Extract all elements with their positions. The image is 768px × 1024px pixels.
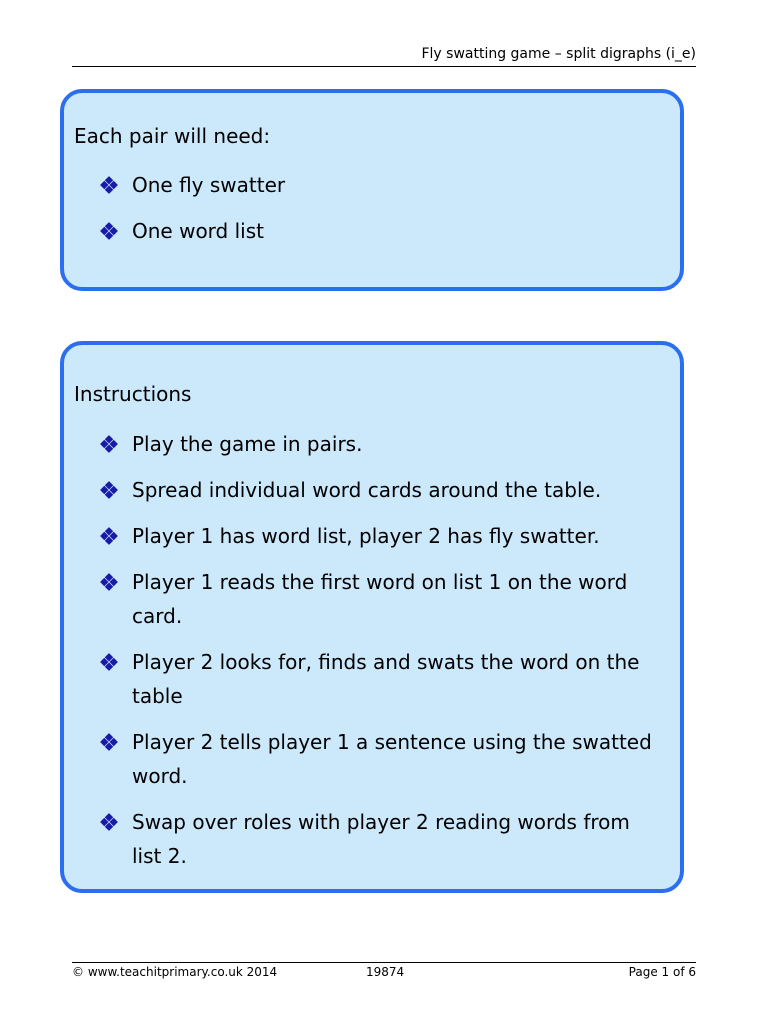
- instructions-heading: Instructions: [74, 382, 192, 406]
- list-item-text: One fly swatter: [132, 173, 286, 197]
- list-item: [100, 519, 664, 553]
- page-footer: [72, 962, 696, 987]
- list-item: [100, 168, 664, 202]
- list-item: [100, 645, 664, 713]
- footer-page-number: Page 1 of 6: [628, 965, 696, 979]
- four-diamond-bullet-icon: [100, 805, 132, 839]
- list-item: [100, 725, 664, 793]
- footer-copyright: © www.teachitprimary.co.uk 2014: [72, 965, 278, 979]
- list-item-text: Swap over roles with player 2 reading words from list 2.: [132, 810, 630, 868]
- four-diamond-bullet-icon: [100, 168, 132, 202]
- four-diamond-bullet-icon: [100, 473, 132, 507]
- list-item-text: Player 1 has word list, player 2 has fly swatter.: [132, 524, 600, 548]
- needs-card: [60, 89, 684, 291]
- instructions-card: [60, 341, 684, 893]
- list-item-text: Player 1 reads the first word on list 1 on the word card.: [132, 570, 628, 628]
- list-item: [100, 214, 664, 248]
- list-item: [100, 427, 664, 461]
- four-diamond-bullet-icon: [100, 214, 132, 248]
- four-diamond-bullet-icon: [100, 427, 132, 461]
- four-diamond-bullet-icon: [100, 519, 132, 553]
- page-header: [72, 40, 696, 67]
- four-diamond-bullet-icon: [100, 565, 132, 599]
- four-diamond-bullet-icon: [100, 645, 132, 679]
- list-item: [100, 565, 664, 633]
- four-diamond-bullet-icon: [100, 725, 132, 759]
- needs-heading: Each pair will need:: [74, 124, 271, 148]
- list-item-text: Player 2 tells player 1 a sentence using the swatted word.: [132, 730, 652, 788]
- list-item: [100, 473, 664, 507]
- footer-document-id: 19874: [366, 965, 405, 979]
- list-item-text: Play the game in pairs.: [132, 432, 363, 456]
- list-item-text: Spread individual word cards around the table.: [132, 478, 602, 502]
- needs-list: [100, 168, 664, 260]
- list-item-text: One word list: [132, 219, 264, 243]
- list-item: [100, 805, 664, 873]
- list-item-text: Player 2 looks for, finds and swats the word on the table: [132, 650, 640, 708]
- page-title: Fly swatting game – split digraphs (i_e): [421, 46, 696, 62]
- instructions-list: [100, 427, 664, 885]
